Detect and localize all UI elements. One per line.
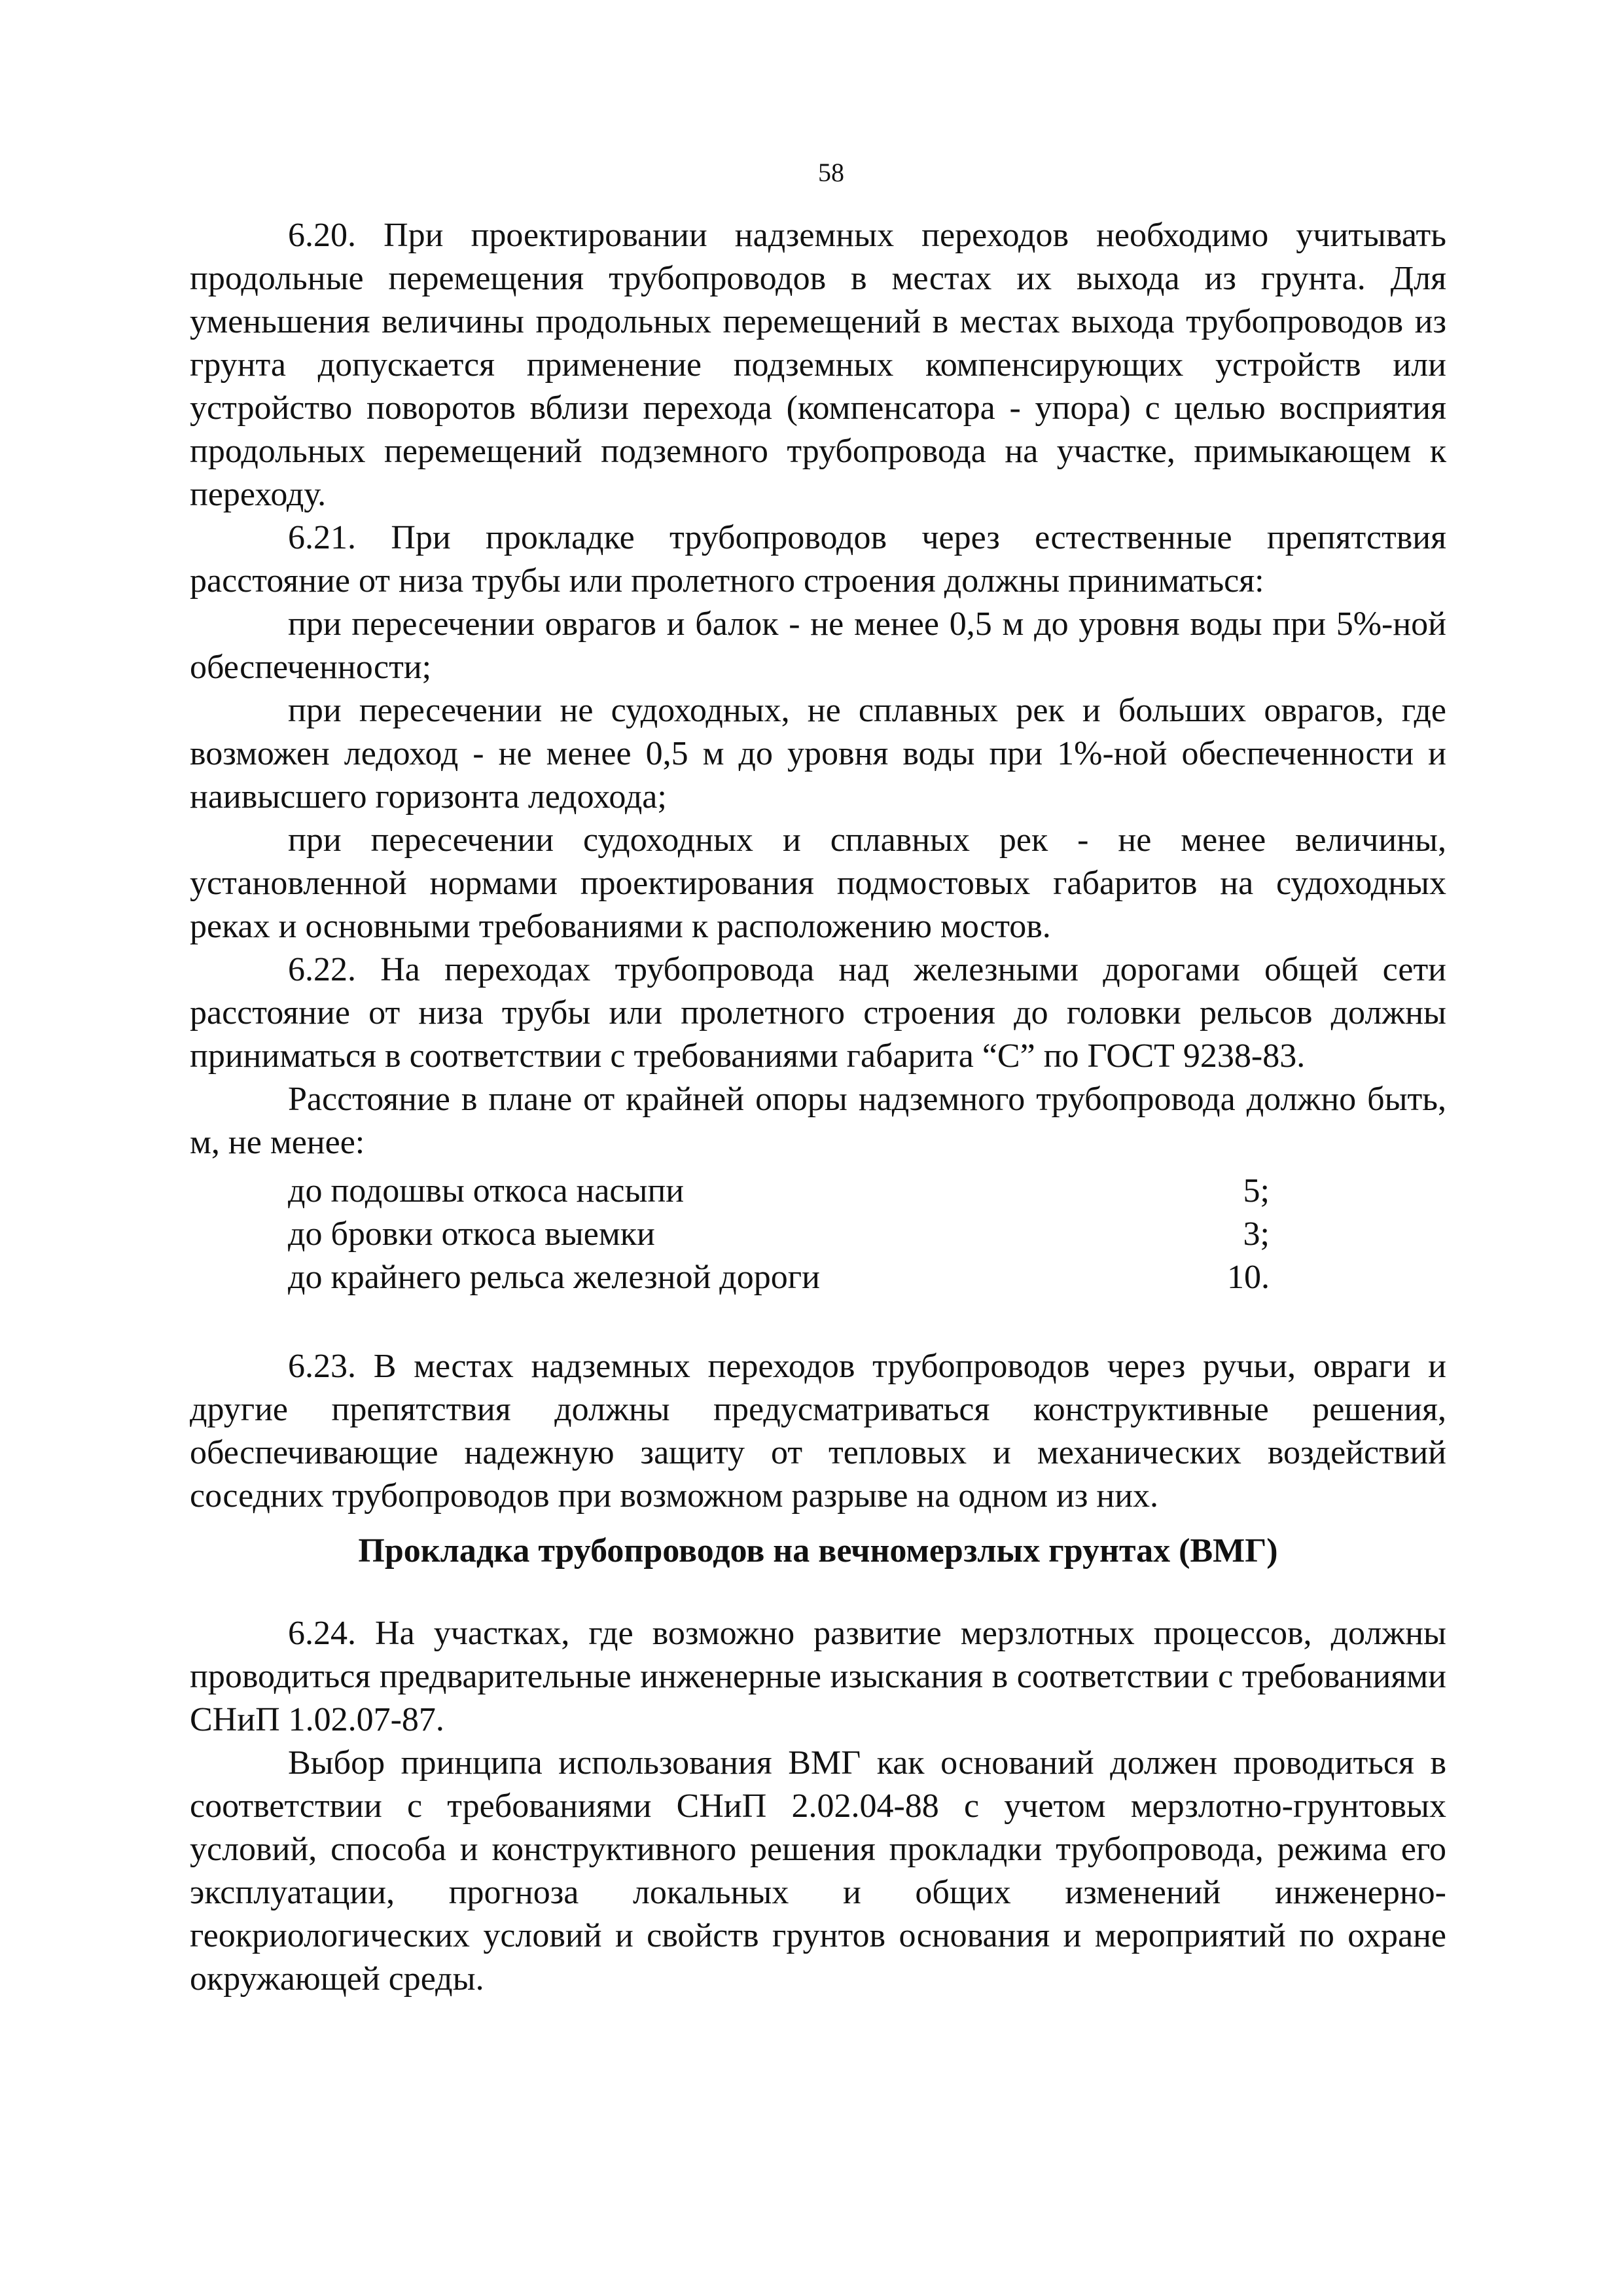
distance-label: до крайнего рельса железной дороги (288, 1259, 820, 1296)
section-heading: Прокладка трубопроводов на вечномерзлых грунтах (ВМГ) (358, 1532, 1278, 1570)
page-number: 58 (818, 158, 844, 187)
paragraph-6-24-choice: Выбор принципа использования ВМГ как оснований должен проводиться в соответствии с требованиями СНиП 2.02.04-88 с учетом мерзлотно-грунтовых условий, способа и конструктивного решения прокладки трубопровода, режима его эксплуатации, прогноза локальных и общих изменений инженерно- геокриологических условий и свойств грунтов основания и мероприятий по охране окружающей среды. (190, 1744, 1446, 1998)
paragraph-6-20: 6.20. При проектировании надземных переходов необходимо учитывать продольные перемещения трубопроводов в местах их выхода из грунта. Для уменьшения величины продольных перемещений в местах выхода трубопроводов из грунта допускается применение подземных компенсирующих устройств или устройство поворотов вблизи перехода (компенсатора - упора) с целью восприятия продольных перемещений подземного трубопровода на участке, примыкающем к переходу. (190, 217, 1446, 513)
distance-label: до бровки откоса выемки (288, 1215, 655, 1253)
paragraph-6-22-distance: Расстояние в плане от крайней опоры надземного трубопровода должно быть, м, не менее: (190, 1081, 1446, 1161)
paragraph-6-21: 6.21. При прокладке трубопроводов через естественные препятствия расстояние от низа трубы или пролетного строения должны приниматься: (190, 519, 1446, 600)
table-row (288, 1213, 1270, 1256)
distance-value: 10. (1227, 1259, 1270, 1296)
paragraph-6-21-navigable: при пересечении судоходных и сплавных рек - не менее величины, установленной нормами проектирования подмостовых габаритов на судоходных реках и основными требованиями к расположению мостов. (190, 821, 1446, 945)
distance-value: 5; (1243, 1172, 1270, 1210)
paragraph-6-21-ravines: при пересечении оврагов и балок - не менее 0,5 м до уровня воды при 5%-ной обеспеченности; (190, 605, 1446, 686)
paragraph-6-22: 6.22. На переходах трубопровода над железными дорогами общей сети расстояние от низа трубы или пролетного строения до головки рельсов должны приниматься в соответствии с требованиями габарита “С” по ГОСТ 9238-83. (190, 951, 1446, 1075)
paragraph-6-21-rivers: при пересечении не судоходных, не сплавных рек и больших оврагов, где возможен ледоход - не менее 0,5 м до уровня воды при 1%-ной обеспеченности и наивысшего горизонта ледохода; (190, 692, 1446, 816)
document-page (190, 157, 1446, 2001)
distance-label: до подошвы откоса насыпи (288, 1172, 685, 1210)
spacer (190, 1299, 1446, 1345)
paragraph-6-24: 6.24. На участках, где возможно развитие мерзлотных процессов, должны проводиться предварительные инженерные изыскания в соответствии с требованиями СНиП 1.02.07-87. (190, 1615, 1446, 1738)
paragraph-6-23: 6.23. В местах надземных переходов трубопроводов через ручьи, овраги и другие препятствия должны предусматриваться конструктивные решения, обеспечивающие надежную защиту от тепловых и механических воздействий соседних трубопроводов при возможном разрыве на одном из них. (190, 1348, 1446, 1515)
table-row (288, 1170, 1270, 1213)
distance-value: 3; (1243, 1215, 1270, 1253)
distance-table (288, 1170, 1270, 1299)
table-row (288, 1256, 1270, 1299)
